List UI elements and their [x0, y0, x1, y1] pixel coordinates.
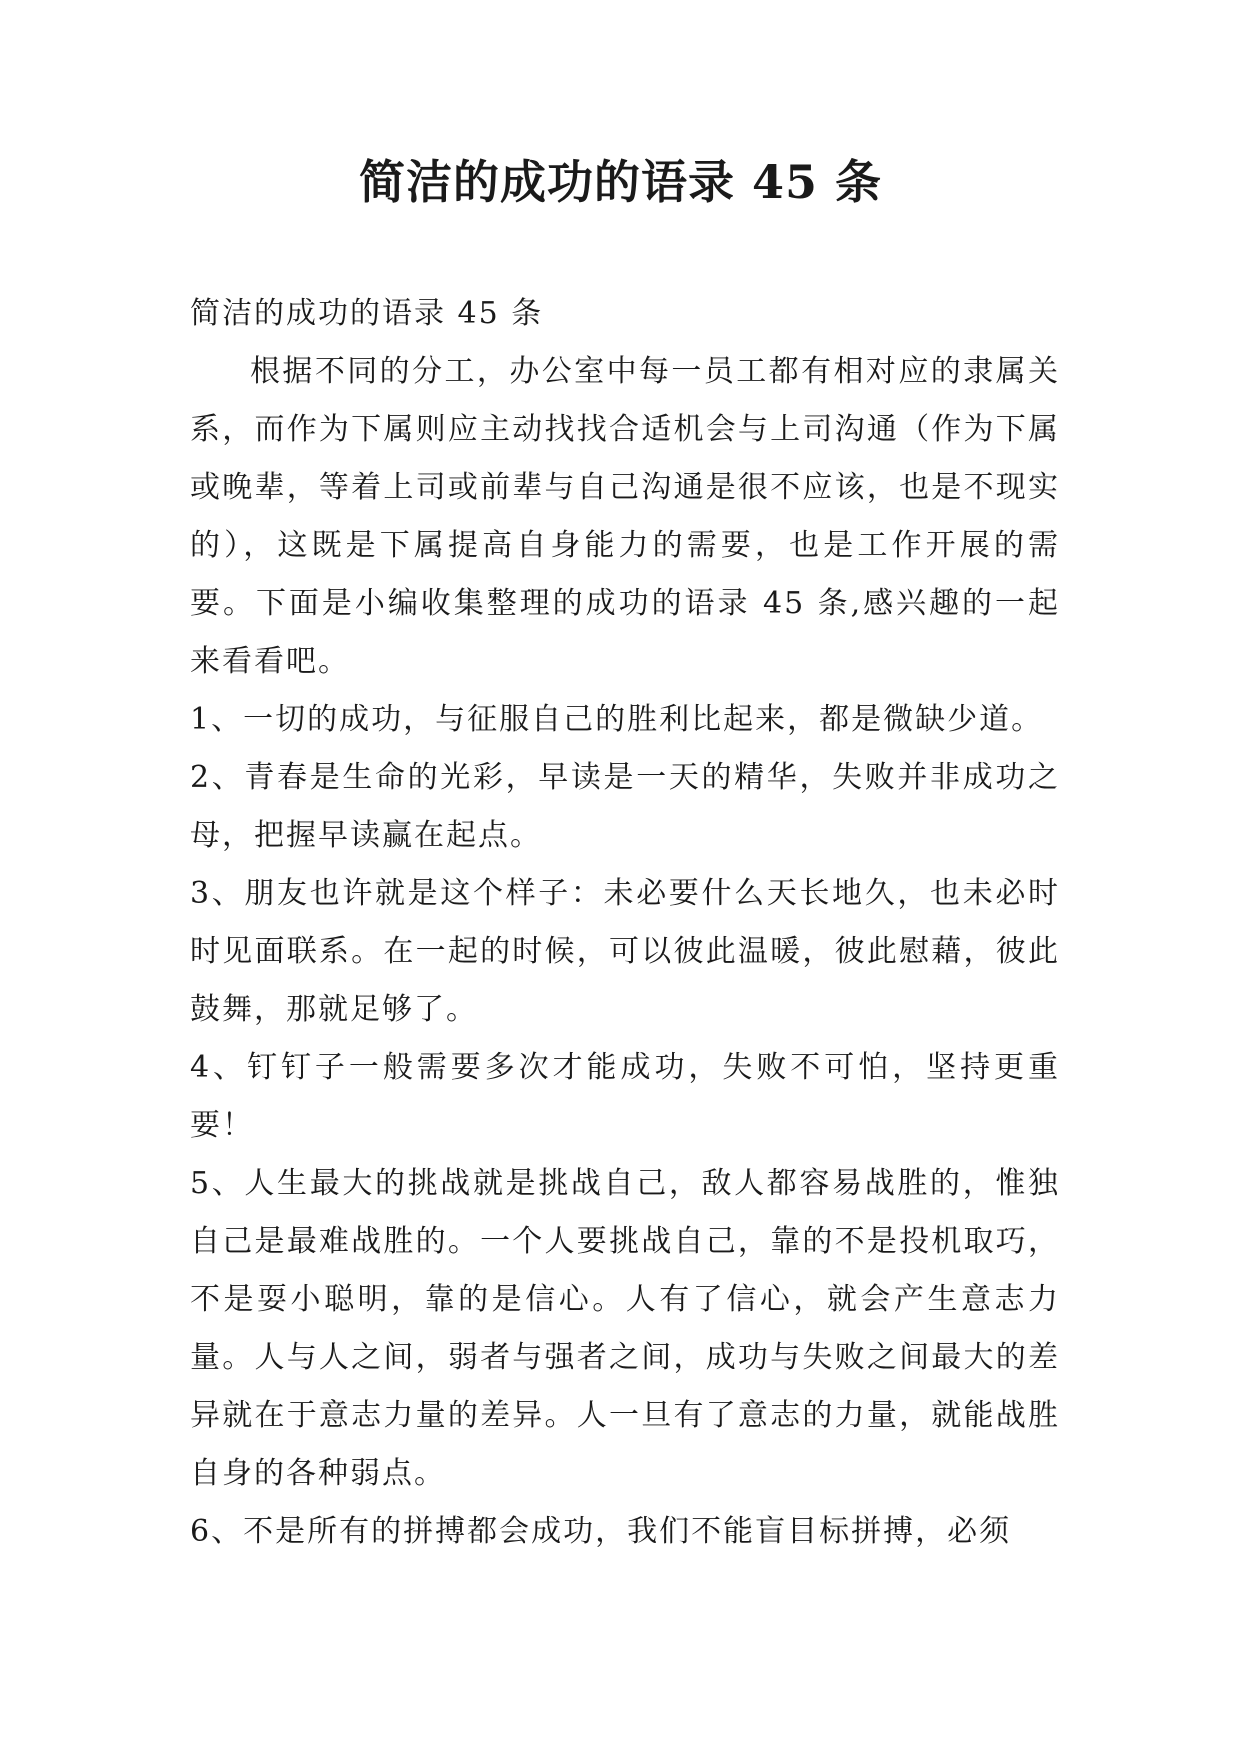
- document-title: 简洁的成功的语录 45 条: [358, 155, 883, 209]
- quote-item: 6、不是所有的拼搏都会成功，我们不能盲目标拼搏，必须: [190, 1514, 1012, 1549]
- quote-item: 1、一切的成功，与征服自己的胜利比起来，都是微缺少道。: [190, 702, 1044, 737]
- document-body: [190, 285, 1060, 1561]
- quote-item: 2、青春是生命的光彩，早读是一天的精华，失败并非成功之母，把握早读赢在起点。: [190, 760, 1060, 853]
- intro-paragraph: 根据不同的分工，办公室中每一员工都有相对应的隶属关系，而作为下属则应主动找找合适机会与上司沟通（作为下属或晚辈，等着上司或前辈与自己沟通是很不应该，也是不现实的），这既是下属提高自身能力的需要，也是工作开展的需要。下面是小编收集整理的成功的语录 45 条,感兴趣的一起来看看吧。: [190, 354, 1060, 679]
- quote-item: 3、朋友也许就是这个样子：未必要什么天长地久，也未必时时见面联系。在一起的时候，可以彼此温暖，彼此慰藉，彼此鼓舞，那就足够了。: [190, 876, 1060, 1027]
- document-subtitle: 简洁的成功的语录 45 条: [190, 296, 544, 331]
- quote-item: 4、钉钉子一般需要多次才能成功，失败不可怕，坚持更重要！: [190, 1050, 1060, 1143]
- quote-item: 5、人生最大的挑战就是挑战自己，敌人都容易战胜的，惟独自己是最难战胜的。一个人要挑战自己，靠的不是投机取巧，不是耍小聪明，靠的是信心。人有了信心，就会产生意志力量。人与人之间，弱者与强者之间，成功与失败之间最大的差异就在于意志力量的差异。人一旦有了意志的力量，就能战胜自身的各种弱点。: [190, 1166, 1060, 1491]
